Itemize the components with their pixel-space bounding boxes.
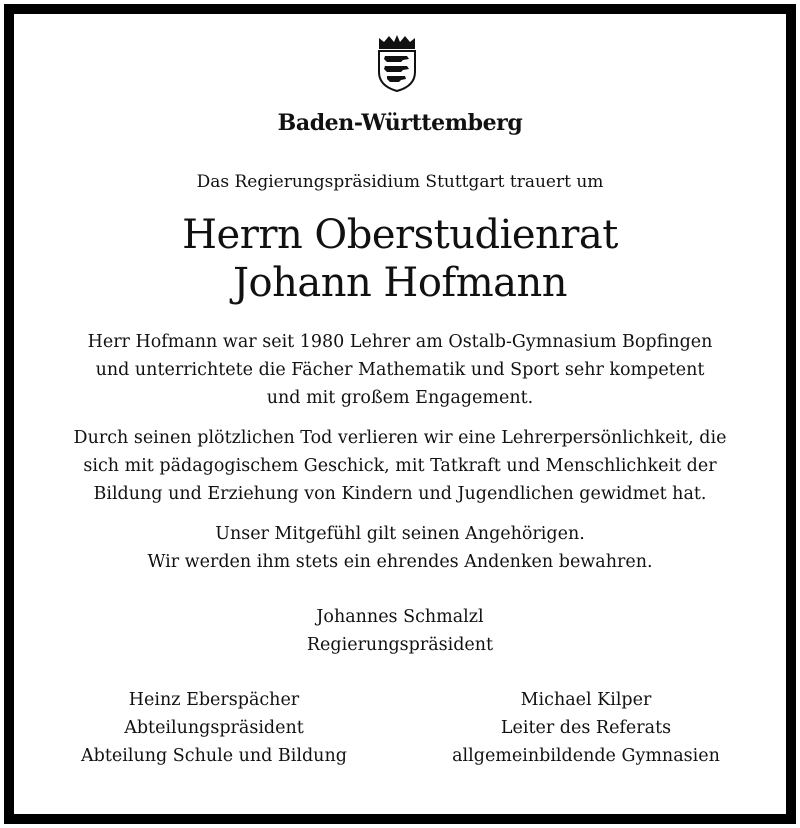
signature-right bbox=[436, 686, 736, 770]
paragraph-line: Durch seinen plötzlichen Tod verlieren wir eine Lehrerpersönlichkeit, die bbox=[73, 428, 727, 448]
intro-line: Das Regierungspräsidium Stuttgart trauert um bbox=[196, 172, 604, 192]
paragraph-line: und mit großem Engagement. bbox=[266, 388, 534, 408]
signature-title: Leiter des Referats bbox=[500, 718, 672, 738]
coat-of-arms-icon bbox=[373, 34, 421, 92]
paragraph-line: Unser Mitgefühl gilt seinen Angehörigen. bbox=[215, 524, 585, 544]
signature-left bbox=[64, 686, 364, 770]
signature-name: Heinz Eberspächer bbox=[128, 690, 300, 710]
paragraph-line: Wir werden ihm stets ein ehrendes Andenken bewahren. bbox=[147, 552, 653, 572]
deceased-name-line-1: Herrn Oberstudienrat bbox=[182, 212, 618, 258]
signature-main bbox=[0, 603, 800, 659]
paragraph-career bbox=[0, 328, 800, 412]
signature-unit: Abteilung Schule und Bildung bbox=[81, 746, 347, 766]
paragraph-tribute bbox=[0, 424, 800, 508]
brand-name: Baden-Württemberg bbox=[277, 110, 523, 136]
signature-title: Regierungspräsident bbox=[306, 635, 494, 655]
paragraph-condolence bbox=[0, 520, 800, 576]
signature-unit: allgemeinbildende Gymnasien bbox=[452, 746, 720, 766]
paragraph-line: und unterrichtete die Fächer Mathematik und Sport sehr kompetent bbox=[95, 360, 705, 380]
deceased-name bbox=[0, 211, 800, 307]
signature-name: Johannes Schmalzl bbox=[316, 607, 484, 627]
signature-name: Michael Kilper bbox=[520, 690, 652, 710]
deceased-name-line-2: Johann Hofmann bbox=[232, 260, 568, 306]
signature-title: Abteilungspräsident bbox=[124, 718, 304, 738]
paragraph-line: Herr Hofmann war seit 1980 Lehrer am Ostalb-Gymnasium Bopfingen bbox=[87, 332, 713, 352]
paragraph-line: sich mit pädagogischem Geschick, mit Tatkraft und Menschlichkeit der bbox=[83, 456, 717, 476]
paragraph-line: Bildung und Erziehung von Kindern und Jugendlichen gewidmet hat. bbox=[93, 484, 707, 504]
